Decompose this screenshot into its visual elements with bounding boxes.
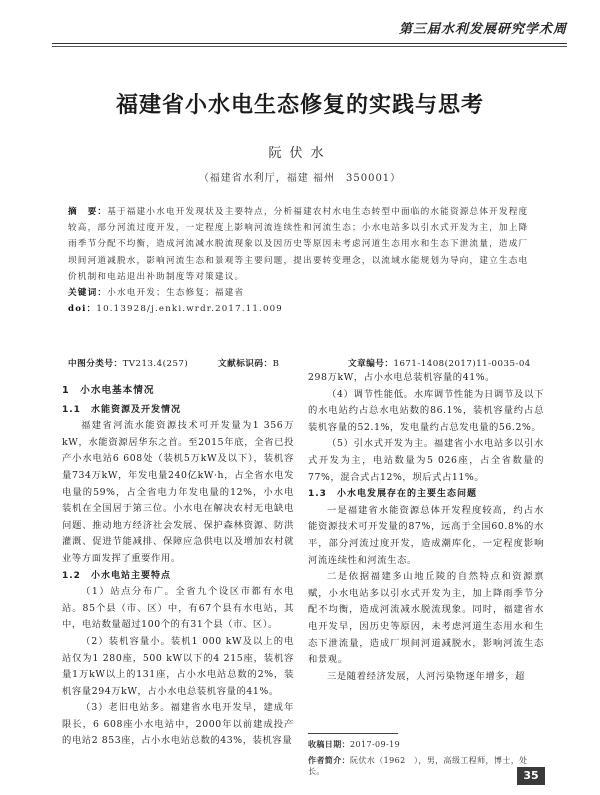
subsection-heading: 1.3 小水电发展存在的主要生态问题: [308, 489, 477, 500]
abstract-block: [68, 204, 538, 317]
journal-name: 第三届水利发展研究学术周: [398, 22, 567, 37]
author-affiliation: （福建省水利厅，福建 福州 350001）: [198, 173, 402, 184]
author-name: 阮伏水: [268, 146, 332, 161]
article-title: 福建省小水电生态修复的实践与思考: [115, 93, 484, 118]
body-paragraph: 三是随着经济发展，人河污染物逐年增多，超: [327, 670, 525, 682]
doi: [68, 301, 538, 317]
doi-text: 10.13928/j.enki.wrdr.2017.11.009: [96, 304, 283, 315]
body-right-column: [308, 370, 544, 685]
article-number-label: 文章编号：: [348, 359, 394, 369]
footnote-rule: [308, 733, 398, 734]
body-paragraph: （4）调节性能低。水库调节性能为日调节及以下的水电站约占总水电站数的86.1%，装机容量约占总装机容量的52.1%，发电量约占总发电量的56.2%。: [308, 388, 544, 433]
author-bio-label: 作者简介：: [308, 755, 350, 765]
received-label: 收稿日期：: [308, 739, 350, 749]
doi-label: doi：: [68, 304, 97, 315]
received-date: 2017-09-19: [350, 740, 401, 749]
keywords: [68, 285, 538, 301]
section-heading: 1 小水电基本情况: [62, 385, 155, 396]
header-rule: [52, 43, 567, 44]
keywords-text: 小水电开发；生态修复；福建省: [107, 288, 245, 299]
footnote-author: [308, 755, 544, 777]
article-number: [348, 357, 531, 369]
body-paragraph: （1）站点分布广。全省九个设区市都有水电站。85个县（市、区）中，有67个县有水电站，其中，电站数量超过100个的有31个县（市、区）。: [62, 586, 294, 631]
body-left-column: [62, 383, 294, 750]
clc-value: TV213.4(257): [122, 359, 189, 369]
body-paragraph: 298万kW，占小水电总装机容量的41%。: [308, 372, 496, 383]
running-header: [52, 8, 567, 40]
body-paragraph: （3）老旧电站多。福建省水电开发早，建成年限长，6 608座小水电站中，2000年以前建成投产的电站2 853座，占小水电站总数的43%，装机容量: [62, 702, 294, 747]
body-paragraph: 福建省河流水能资源技术可开发量为1 356万kW，水能资源居华东之首。至2015年底，全省已投产小水电站6 608处（装机5万kW及以下），装机容量734万kW，年发电量240亿kW·h，占全省水电发电量的59%，占全省电力年发电量的12%，小水电装机在全国居于第三位。小水电在解决农村无电缺电问题、推动地方经济社会发展、保护森林资源、防洪灌溉、促进节能减排、保障应急供电以及增加农村就业等方面发挥了重要作用。: [62, 420, 294, 564]
document-code: [218, 357, 279, 369]
subsection-heading: 1.1 水能资源及开发情况: [62, 404, 181, 415]
clc-label: 中图分类号：: [68, 359, 123, 369]
author-bio: 阮伏水（1962 ），男，高级工程师，博士，处长。: [308, 756, 528, 776]
body-paragraph: 一是福建省水能资源总体开发程度较高，约占水能资源技术可开发量的87%，远高于全国60.8%的水平，部分河流过度开发，造成潮库化，一定程度影响河流连续性和河流生态。: [308, 504, 544, 566]
keywords-label: 关键词：: [68, 288, 108, 299]
header-rule-thin: [52, 46, 567, 47]
subsection-heading: 1.2 小水电站主要特点: [62, 570, 171, 581]
document-code-value: B: [272, 359, 280, 369]
body-paragraph: （2）装机容量小。装机1 000 kW及以上的电站仅为1 280座，500 kW以下的4 215座，装机容量1万kW以上的131座，占小水电站总数的2%，装机容量294万kW，占小水电总装机容量的41%。: [62, 635, 294, 697]
article-number-value: 1671-1408(2017)11-0035-04: [393, 359, 531, 369]
page-number: 35: [517, 767, 545, 785]
abstract: [68, 204, 538, 285]
abstract-label: 摘 要：: [68, 207, 108, 217]
clc-number: [68, 357, 188, 369]
body-paragraph: 二是依据福建多山地丘陵的自然特点和资源禀赋，小水电站多以引水式开发为主，加上降雨季节分配不均衡，造成河流减水脱流现象。同时，福建省水电开发早，因历史等原因，未考虑河道生态用水和生态下泄流量，造成厂坝间河道减脱水，影响河流生态和景观。: [308, 571, 544, 666]
abstract-text: 基于福建小水电开发现状及主要特点，分析福建农村水电生态转型中面临的水能资源总体开发程度较高，部分河流过度开发，一定程度上影响河流连续性和河流生态；小水电站多以引水式开发为主，加上降雨季节分配不均衡，造成河流减水脱流现象以及因历史等原因未考虑河道生态用水和生态下泄流量，造成厂坝间河道减脱水，影响河流生态和景观等主要问题，提出要转变理念，以流域水能规划为导向，建立生态电价机制和电站退出补助制度等对策建议。: [68, 207, 529, 282]
document-code-label: 文献标识码：: [218, 359, 273, 369]
footnote-received: [308, 739, 544, 750]
body-paragraph: （5）引水式开发为主。福建省小水电站多以引水式开发为主，电站数量为5 026座，占全省数量的77%，混合式占12%，坝后式占11%。: [308, 438, 544, 483]
